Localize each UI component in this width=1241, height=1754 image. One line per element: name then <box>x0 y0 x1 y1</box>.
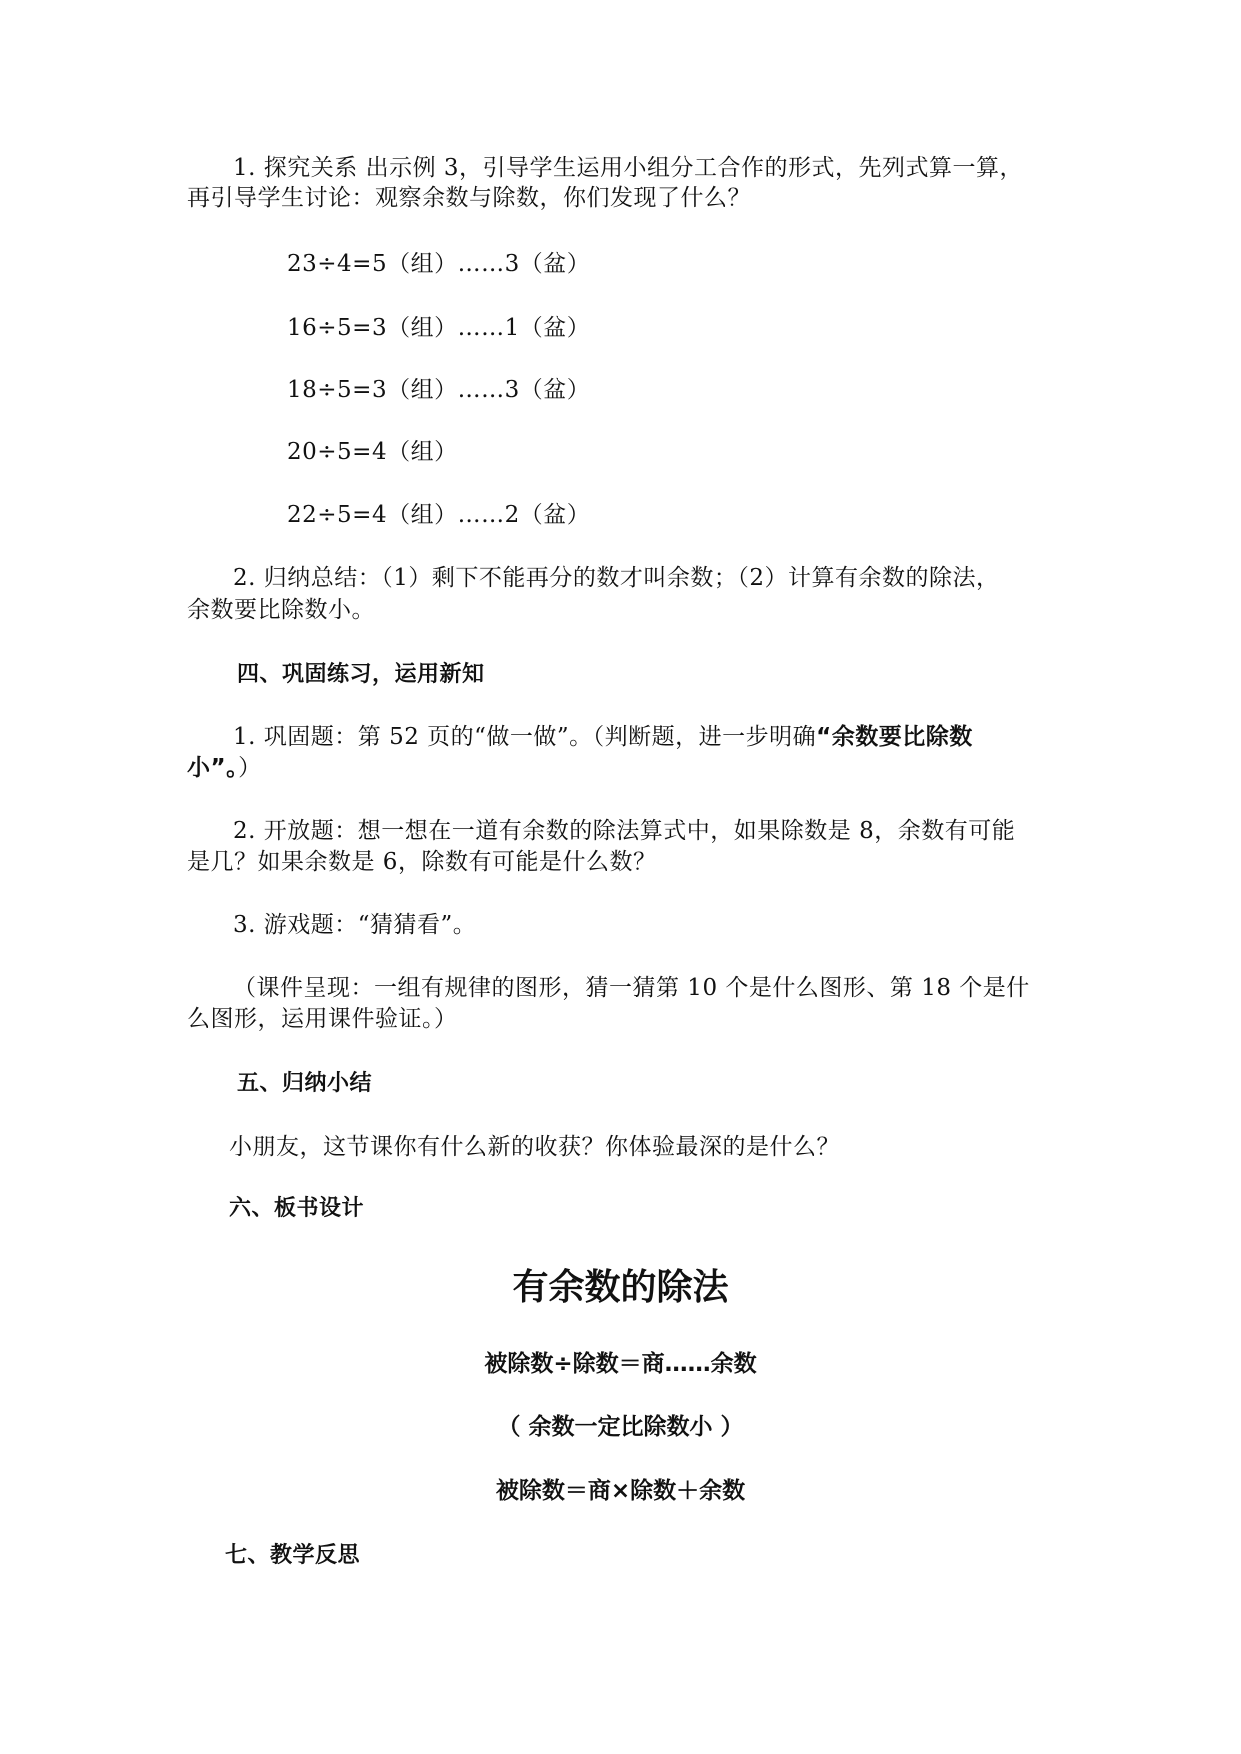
practice-emphasis: “余数要比除数 <box>816 724 973 750</box>
paragraph-open-line1: 2. 开放题：想一想在一道有余数的除法算式中，如果除数是 8，余数有可能 <box>233 818 1016 844</box>
equation-4: 20÷5=4（组） <box>287 439 458 465</box>
practice-text: 1. 巩固题：第 52 页的“做一做”。（判断题，进一步明确 <box>233 724 817 750</box>
equation-2: 16÷5=3（组）……1（盆） <box>287 315 591 341</box>
paragraph-note-line2: 么图形，运用课件验证。） <box>187 1006 458 1032</box>
paragraph-open-line2: 是几？如果余数是 6，除数有可能是什么数？ <box>187 849 657 875</box>
board-formula-division: 被除数÷除数＝商……余数 <box>484 1351 757 1377</box>
paragraph-summary-line2: 余数要比除数小。 <box>187 597 375 623</box>
heading-section-7: 七、教学反思 <box>225 1543 361 1568</box>
paragraph-summary-line1: 2. 归纳总结：（1）剩下不能再分的数才叫余数；（2）计算有余数的除法， <box>233 565 1000 591</box>
paragraph-note-line1: （课件呈现：一组有规律的图形，猜一猜第 10 个是什么图形、第 18 个是什 <box>233 975 1030 1001</box>
board-title: 有余数的除法 <box>512 1267 729 1308</box>
equation-1: 23÷4=5（组）……3（盆） <box>287 251 591 277</box>
equation-5: 22÷5=4（组）……2（盆） <box>287 502 591 528</box>
heading-section-6: 六、板书设计 <box>229 1196 365 1221</box>
equation-3: 18÷5=3（组）……3（盆） <box>287 377 591 403</box>
paragraph-conclusion: 小朋友，这节课你有什么新的收获？你体验最深的是什么？ <box>229 1134 840 1160</box>
paragraph-explore-line2: 再引导学生讨论：观察余数与除数，你们发现了什么？ <box>187 185 751 211</box>
board-remainder-rule: （ 余数一定比除数小 ） <box>497 1414 744 1440</box>
paragraph-practice-line1 <box>233 722 973 752</box>
heading-section-5: 五、归纳小结 <box>237 1071 373 1096</box>
practice-text-end: ） <box>238 755 262 781</box>
paragraph-practice-line2 <box>187 753 262 783</box>
practice-emphasis-end: 小”。 <box>187 755 239 781</box>
paragraph-explore-line1: 1. 探究关系 出示例 3，引导学生运用小组分工合作的形式，先列式算一算， <box>233 155 1024 181</box>
paragraph-game: 3. 游戏题：“猜猜看”。 <box>233 912 477 938</box>
board-formula-check: 被除数＝商×除数＋余数 <box>495 1478 746 1504</box>
heading-section-4: 四、巩固练习，运用新知 <box>237 662 485 687</box>
